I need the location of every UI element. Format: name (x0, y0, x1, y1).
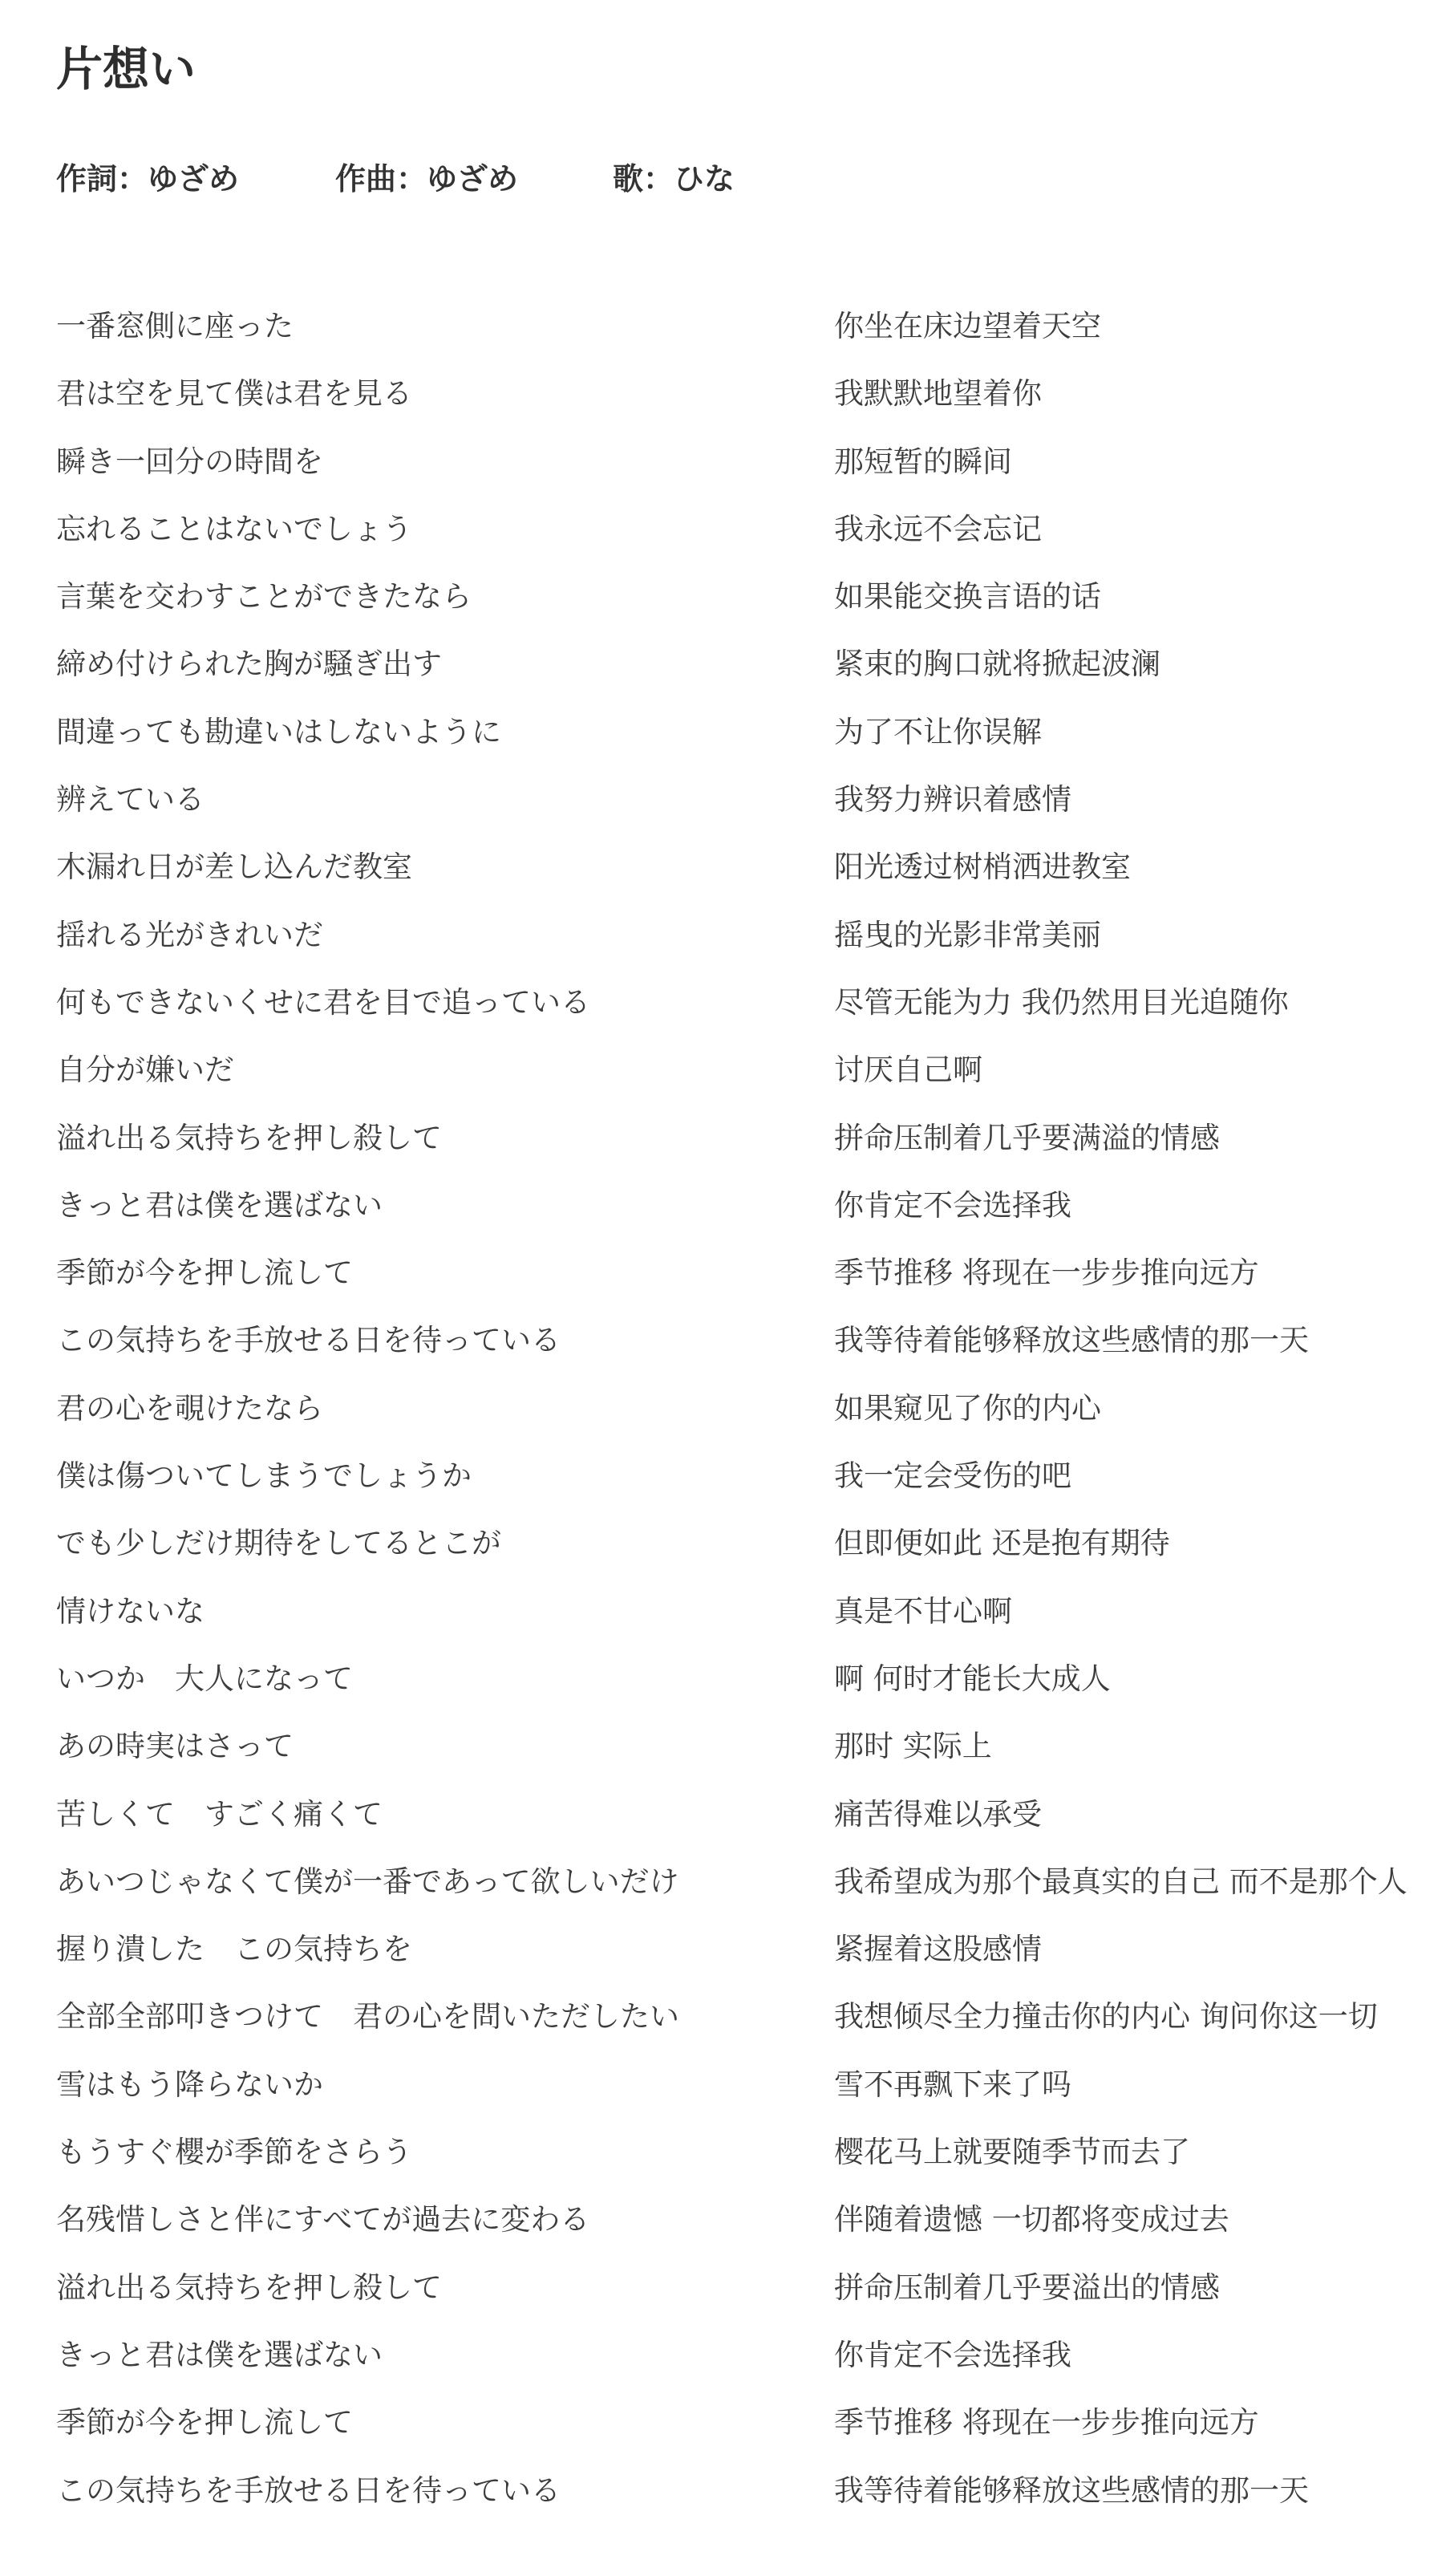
chinese-translation-line: 那时 实际上 (834, 1729, 992, 1764)
lyric-row (0, 839, 1450, 907)
lyric-row (0, 2395, 1450, 2462)
chinese-translation-line: 你肯定不会选择我 (834, 1187, 1071, 1223)
japanese-lyric-line: 忘れることはないでしょう (56, 511, 412, 546)
lyric-row (0, 2192, 1450, 2259)
japanese-lyric-line: 握り潰した この気持ちを (56, 1932, 412, 1967)
lyric-row (0, 2260, 1450, 2327)
japanese-lyric-line: 君は空を見て僕は君を見る (56, 376, 412, 412)
chinese-translation-line: 我永远不会忘记 (834, 511, 1042, 546)
japanese-lyric-line: 辨えている (56, 782, 205, 817)
chinese-translation-line: 真是不甘心啊 (834, 1593, 1012, 1629)
chinese-translation-line: 拼命压制着几乎要溢出的情感 (834, 2270, 1220, 2305)
chinese-translation-line: 拼命压制着几乎要满溢的情感 (834, 1120, 1220, 1155)
chinese-translation-line: 我想倾尽全力撞击你的内心 询问你这一切 (834, 1999, 1378, 2034)
japanese-lyric-line: 間違っても勘違いはしないように (56, 714, 501, 749)
lyric-row (0, 1651, 1450, 1718)
chinese-translation-line: 尽管无能为力 我仍然用目光追随你 (834, 984, 1289, 1020)
lyric-row (0, 569, 1450, 636)
japanese-lyric-line: あの時実はさって (56, 1729, 294, 1764)
japanese-lyric-line: あいつじゃなくて僕が一番であって欲しいだけ (56, 1864, 679, 1899)
chinese-translation-line: 雪不再飘下来了吗 (834, 2067, 1071, 2102)
chinese-translation-line: 我努力辨识着感情 (834, 782, 1071, 817)
lyric-row (0, 636, 1450, 704)
lyric-row (0, 975, 1450, 1042)
lyric-row (0, 1921, 1450, 1989)
chinese-translation-line: 紧束的胸口就将掀起波澜 (834, 647, 1160, 682)
japanese-lyric-line: この気持ちを手放せる日を待っている (56, 1323, 561, 1358)
chinese-translation-line: 为了不让你误解 (834, 714, 1042, 749)
chinese-translation-line: 摇曳的光影非常美丽 (834, 917, 1101, 952)
japanese-lyric-line: 言葉を交わすことができたなら (56, 579, 472, 615)
chinese-translation-line: 讨厌自己啊 (834, 1053, 982, 1088)
lyric-row (0, 907, 1450, 975)
lyric-row (0, 2057, 1450, 2124)
lyric-row (0, 1042, 1450, 1110)
singer-credit: 歌：ひな (613, 161, 735, 197)
japanese-lyric-line: 雪はもう降らないか (56, 2067, 323, 2102)
japanese-lyric-line: きっと君は僕を選ばない (56, 2337, 383, 2372)
lyric-row (0, 1989, 1450, 2056)
chinese-translation-line: 阳光透过树梢洒进教室 (834, 850, 1131, 885)
japanese-lyric-line: 季節が今を押し流して (56, 1256, 353, 1291)
chinese-translation-line: 那短暂的瞬间 (834, 444, 1012, 479)
japanese-lyric-line: きっと君は僕を選ばない (56, 1187, 383, 1223)
lyric-row (0, 1381, 1450, 1448)
composer-credit: 作曲：ゆざめ (335, 161, 519, 197)
japanese-lyric-line: 情けないな (56, 1593, 205, 1629)
chinese-translation-line: 你坐在床边望着天空 (834, 309, 1101, 343)
japanese-lyric-line: もうすぐ櫻が季節をさらう (56, 2135, 412, 2170)
lyric-row (0, 1448, 1450, 1515)
japanese-lyric-line: 苦しくて すごく痛くて (56, 1796, 383, 1832)
chinese-translation-line: 我等待着能够释放这些感情的那一天 (834, 1323, 1309, 1358)
lyric-row (0, 1718, 1450, 1786)
lyric-row (0, 501, 1450, 569)
chinese-translation-line: 我默默地望着你 (834, 376, 1042, 412)
lyric-row (0, 1245, 1450, 1312)
chinese-translation-line: 我等待着能够释放这些感情的那一天 (834, 2473, 1309, 2508)
lyrics-list (0, 298, 1450, 2530)
chinese-translation-line: 紧握着这股感情 (834, 1932, 1042, 1967)
japanese-lyric-line: 揺れる光がきれいだ (56, 917, 323, 952)
chinese-translation-line: 我一定会受伤的吧 (834, 1458, 1071, 1494)
lyric-row (0, 2463, 1450, 2530)
japanese-lyric-line: 一番窓側に座った (56, 309, 294, 343)
japanese-lyric-line: でも少しだけ期待をしてるとこが (56, 1526, 501, 1561)
lyric-row (0, 2124, 1450, 2192)
japanese-lyric-line: 締め付けられた胸が騒ぎ出す (56, 647, 442, 682)
japanese-lyric-line: 自分が嫌いだ (56, 1053, 234, 1088)
lyric-row (0, 1787, 1450, 1854)
chinese-translation-line: 樱花马上就要随季节而去了 (834, 2135, 1190, 2170)
japanese-lyric-line: 何もできないくせに君を目で追っている (56, 984, 590, 1020)
japanese-lyric-line: この気持ちを手放せる日を待っている (56, 2473, 561, 2508)
lyric-row (0, 704, 1450, 772)
chinese-translation-line: 如果窥见了你的内心 (834, 1390, 1101, 1426)
chinese-translation-line: 痛苦得难以承受 (834, 1796, 1042, 1832)
chinese-translation-line: 如果能交换言语的话 (834, 579, 1101, 615)
chinese-translation-line: 伴随着遗憾 一切都将变成过去 (834, 2202, 1229, 2237)
lyric-row (0, 1178, 1450, 1245)
lyric-row (0, 772, 1450, 839)
japanese-lyric-line: 木漏れ日が差し込んだ教室 (56, 850, 412, 885)
japanese-lyric-line: 瞬き一回分の時間を (56, 444, 323, 479)
japanese-lyric-line: 溢れ出る気持ちを押し殺して (56, 1120, 442, 1155)
lyric-row (0, 1515, 1450, 1583)
lyricist-credit: 作詞：ゆざめ (56, 161, 240, 197)
lyric-row (0, 434, 1450, 501)
lyric-row (0, 1312, 1450, 1380)
chinese-translation-line: 你肯定不会选择我 (834, 2337, 1071, 2372)
chinese-translation-line: 季节推移 将现在一步步推向远方 (834, 2405, 1259, 2440)
lyric-row (0, 298, 1450, 366)
japanese-lyric-line: 君の心を覗けたなら (56, 1390, 323, 1426)
japanese-lyric-line: 僕は傷ついてしまうでしょうか (56, 1458, 472, 1494)
chinese-translation-line: 季节推移 将现在一步步推向远方 (834, 1256, 1259, 1291)
lyric-row (0, 366, 1450, 433)
lyric-row (0, 1110, 1450, 1178)
lyric-row (0, 1854, 1450, 1921)
japanese-lyric-line: いつか 大人になって (56, 1661, 353, 1696)
song-title: 片想い (56, 42, 196, 96)
japanese-lyric-line: 季節が今を押し流して (56, 2405, 353, 2440)
chinese-translation-line: 但即便如此 还是抱有期待 (834, 1526, 1170, 1561)
japanese-lyric-line: 溢れ出る気持ちを押し殺して (56, 2270, 442, 2305)
lyric-row (0, 1584, 1450, 1651)
chinese-translation-line: 我希望成为那个最真实的自己 而不是那个人 (834, 1864, 1407, 1899)
lyric-row (0, 2327, 1450, 2395)
chinese-translation-line: 啊 何时才能长大成人 (834, 1661, 1111, 1696)
japanese-lyric-line: 名残惜しさと伴にすべてが過去に変わる (56, 2202, 590, 2237)
japanese-lyric-line: 全部全部叩きつけて 君の心を問いただしたい (56, 1999, 679, 2034)
